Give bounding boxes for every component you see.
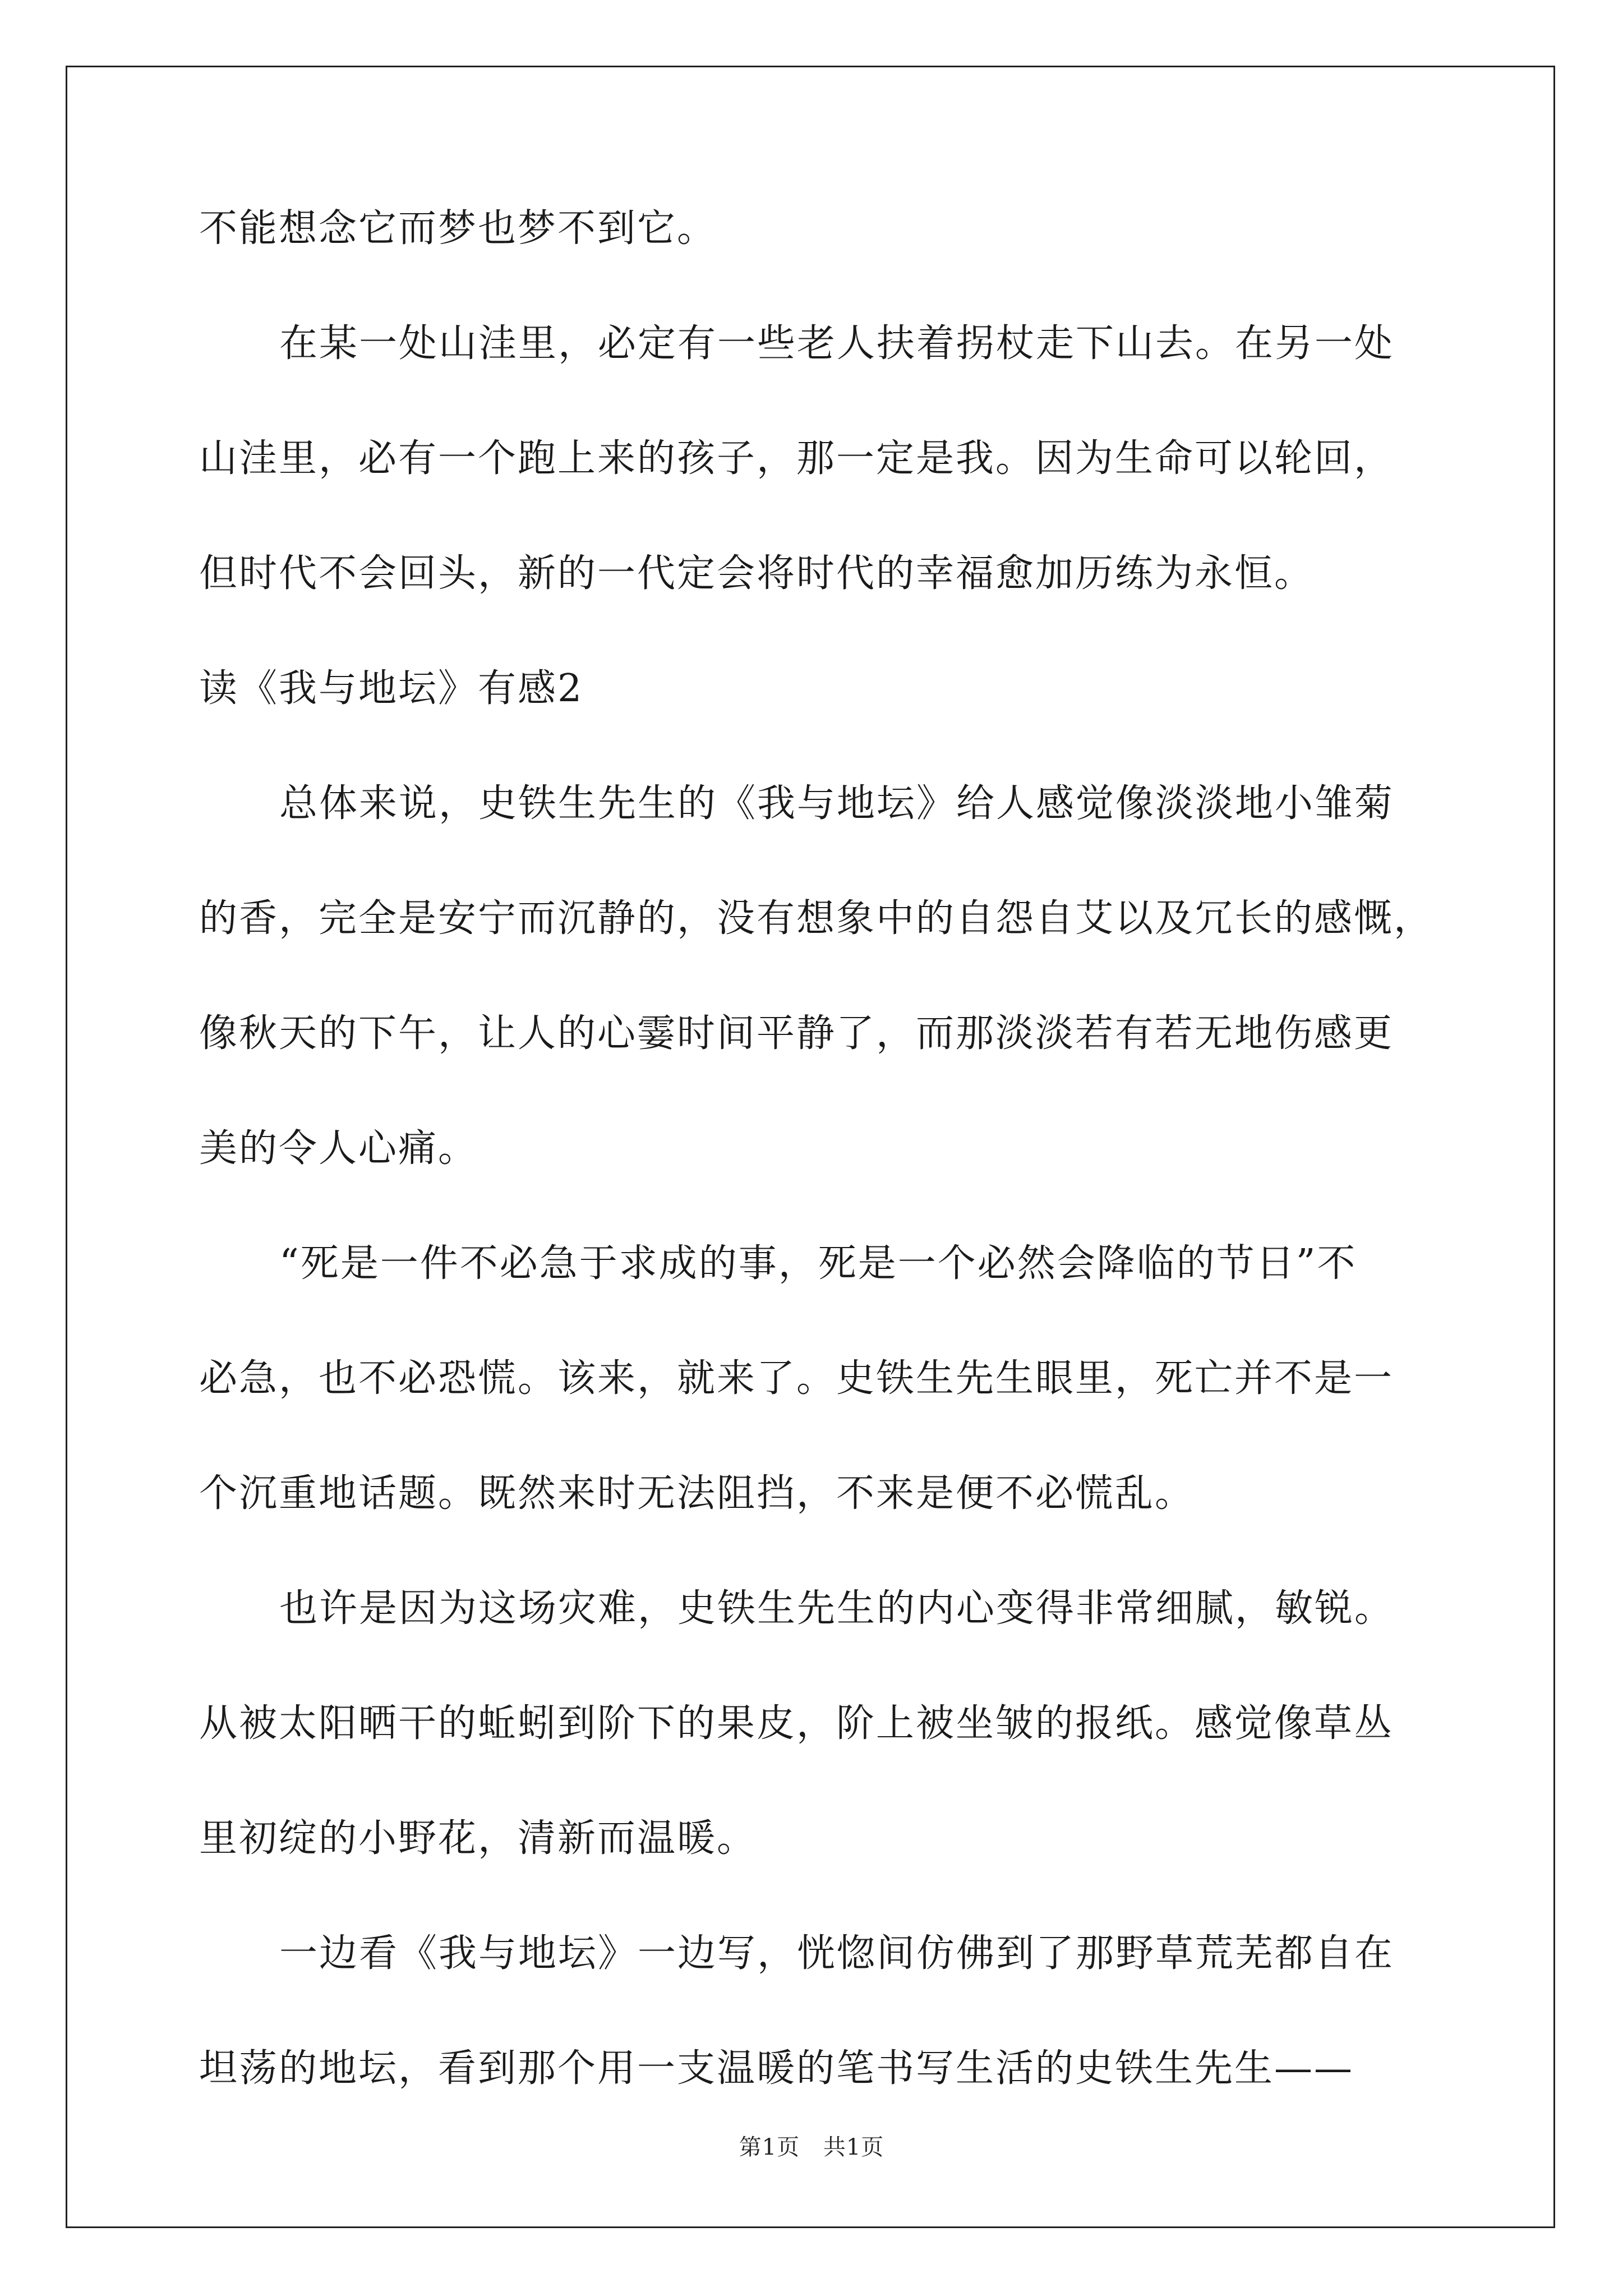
page-total: 共1页 <box>823 2134 884 2160</box>
paragraph-line: 在某一处山洼里，必定有一些老人扶着拐杖走下山去。在另一处 <box>279 321 1395 366</box>
paragraph-line: 但时代不会回头，新的一代定会将时代的幸福愈加历练为永恒。 <box>199 551 1315 596</box>
paragraph-line: 坦荡的地坛，看到那个用一支温暖的笔书写生活的史铁生先生—— <box>199 2046 1354 2091</box>
paragraph-line: 的香，完全是安宁而沉静的，没有想象中的自怨自艾以及冗长的感慨， <box>199 896 1434 941</box>
paragraph-line: 里初绽的小野花，清新而温暖。 <box>199 1816 757 1861</box>
paragraph-line: 从被太阳晒干的蚯蚓到阶下的果皮，阶上被坐皱的报纸。感觉像草丛 <box>199 1701 1394 1746</box>
page-number: 第1页 <box>739 2134 800 2160</box>
paragraph-line: 像秋天的下午，让人的心霎时间平静了，而那淡淡若有若无地伤感更 <box>199 1011 1394 1056</box>
section-heading: 读《我与地坛》有感2 <box>199 666 584 711</box>
paragraph-line: 美的令人心痛。 <box>199 1126 478 1171</box>
paragraph-line: “死是一件不必急于求成的事，死是一个必然会降临的节日”不 <box>279 1241 1357 1286</box>
paragraph-line: 山洼里，必有一个跑上来的孩子，那一定是我。因为生命可以轮回， <box>199 436 1394 481</box>
paragraph-line: 总体来说，史铁生先生的《我与地坛》给人感觉像淡淡地小雏菊 <box>279 781 1395 826</box>
paragraph-line: 个沉重地话题。既然来时无法阻挡，不来是便不必慌乱。 <box>199 1471 1195 1516</box>
paragraph-line: 必急，也不必恐慌。该来，就来了。史铁生先生眼里，死亡并不是一 <box>199 1356 1394 1401</box>
paragraph-line: 不能想念它而梦也梦不到它。 <box>199 206 717 251</box>
paragraph-line: 也许是因为这场灾难，史铁生先生的内心变得非常细腻，敏锐。 <box>279 1586 1395 1631</box>
page-footer <box>0 2132 1623 2163</box>
paragraph-line: 一边看《我与地坛》一边写，恍惚间仿佛到了那野草荒芜都自在 <box>279 1931 1395 1976</box>
